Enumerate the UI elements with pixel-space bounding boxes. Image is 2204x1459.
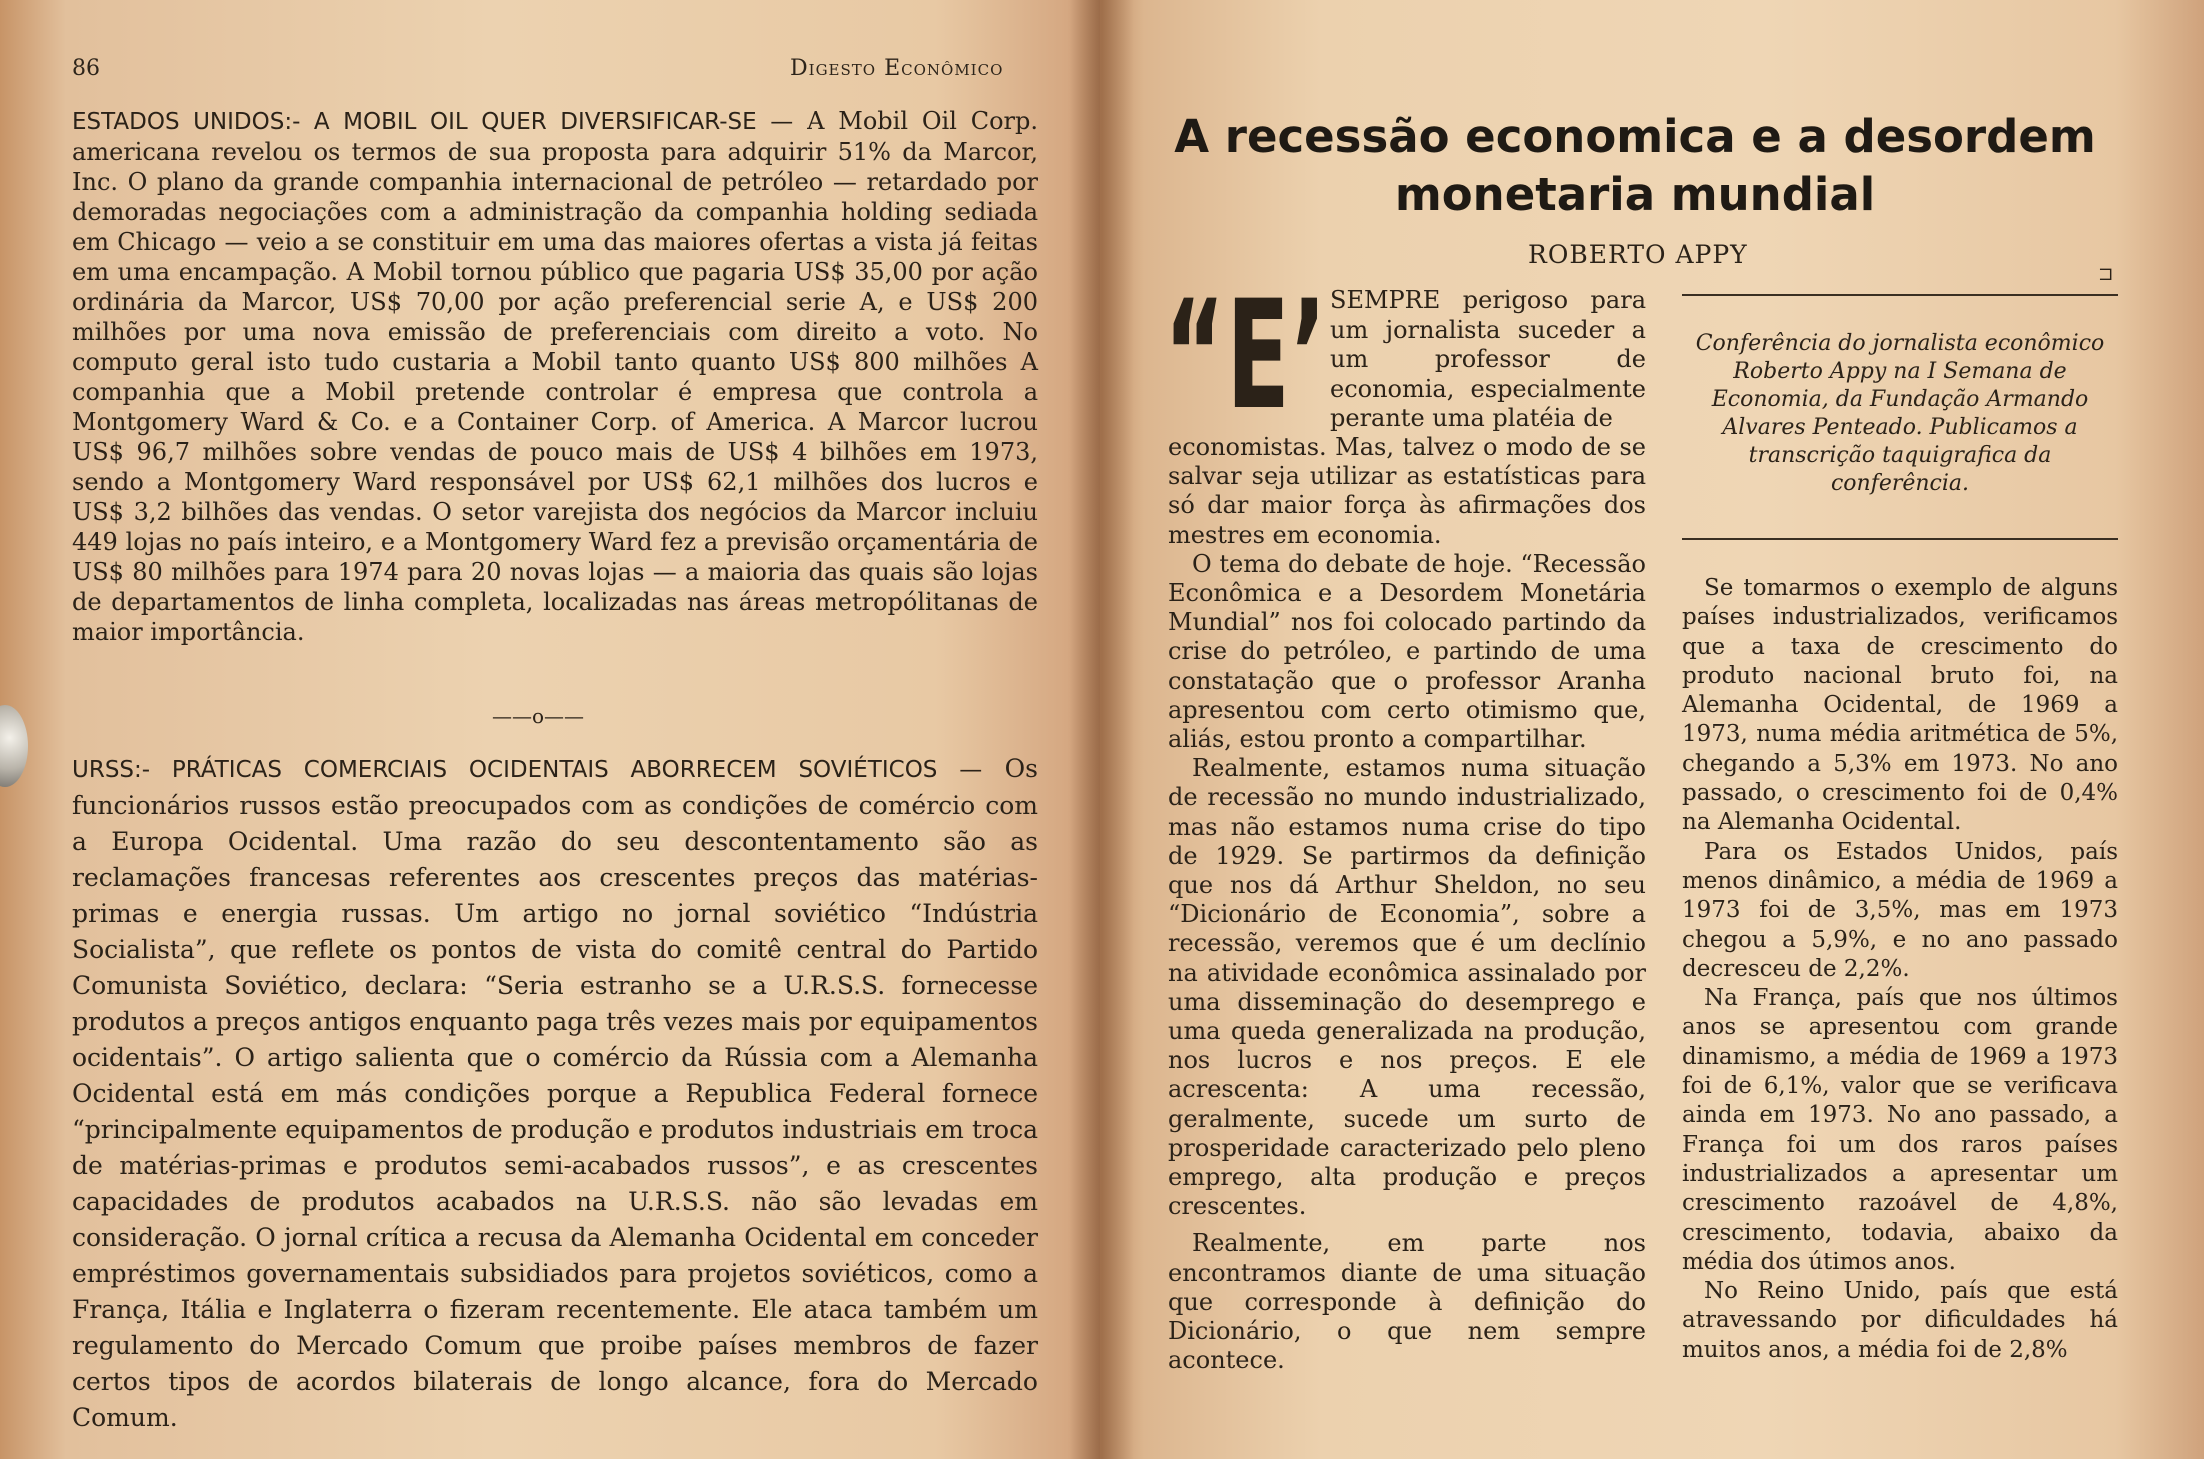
running-head: Digesto Econômico	[790, 56, 1004, 81]
article-title: A recessão economica e a desordem monetaria mundial	[1174, 110, 2096, 221]
article-paragraph: Realmente, em parte nos encontramos diante de uma situação que corresponde à definição do Dicionário, o que nem sempre acontece.	[1168, 1229, 1646, 1375]
news-body: Os funcionários russos estão preocupados com as condições de comércio com a Europa Ocidental. Uma razão do seu descontentamento são as reclamações francesas referentes aos crescentes preços das matérias-primas e energia russas. Um artigo no jornal soviético “Indústria Socialista”, que reflete os pontos de vista do comitê central do Partido Comunista Soviético, declara: “Seria estranho se a U.R.S.S. fornecesse produtos a preços antigos enquanto paga três vezes mais por equipamentos ocidentais”. O artigo salienta que o comércio da Rússia com a Alemanha Ocidental está em más condições porque a Republica Federal fornece “principalmente equipamentos de produção e produtos industriais em troca de matérias-primas e produtos semi-acabados russos”, e as crescentes capacidades de produtos acabados na U.R.S.S. não são levadas em consideração. O jornal crítica a recusa da Alemanha Ocidental em conceder empréstimos governamentais subsidiados para projetos soviéticos, como a França, Itália e Inglaterra o fizeram recentemente. Ele ataca também um regulamento do Mercado Comum que proibe países membros de fazer certos tipos de acordos bilaterais de longo alcance, fora do Mercado Comum.	[72, 754, 1039, 1432]
coin-object	[0, 705, 28, 787]
news-paragraph	[72, 751, 1038, 1436]
article-paragraph: Na França, país que nos últimos anos se apresentou com grande dinamismo, a média de 1969 a 1973 foi de 6,1%, valor que se verificava ainda em 1973. No ano passado, a França foi um dos raros países industrializados a apresentar um crescimento razoável de 4,8%, crescimento, todavia, abaixo da média dos útimos anos.	[1682, 985, 2118, 1275]
news-item-usa	[72, 106, 1038, 647]
drop-cap: “E’	[1164, 269, 1328, 443]
drop-cap-block	[1164, 269, 1328, 443]
article-paragraph: Para os Estados Unidos, país menos dinâmico, a média de 1969 a 1973 foi de 3,5%, mas em 1973 chegou a 5,9%, e no ano passado decresceu de 2,2%.	[1682, 838, 2118, 982]
caption-rule-bottom	[1682, 538, 2118, 540]
article-paragraph: Realmente, estamos numa situação de recessão no mundo industrializado, mas não estamos numa crise do tipo de 1929. Se partirmos da definição que nos dá Arthur Sheldon, no seu “Dicionário de Economia”, sobre a recessão, veremos que é um declínio na atividade econômica assinalado por uma disseminação do desemprego e uma queda generalizada na produção, nos lucros e nos preços. E ele acrescenta: A uma recessão, geralmente, sucede um surto de prosperidade caracterizado pelo pleno emprego, alta produção e preços crescentes.	[1168, 754, 1646, 1221]
book-gutter	[1070, 0, 1134, 1459]
page-number: 86	[72, 56, 100, 81]
article-column-2	[1682, 574, 2118, 1365]
news-item-urss	[72, 751, 1038, 1436]
news-paragraph	[72, 106, 1038, 647]
caption-rule-top	[1682, 294, 2118, 296]
left-page	[0, 0, 1100, 1459]
news-heading: URSS:- PRÁTICAS COMERCIAIS OCIDENTAIS ABORRECEM SOVIÉTICOS —	[72, 757, 983, 783]
article-paragraph: Se tomarmos o exemplo de alguns países industrializados, verificamos que a taxa de crescimento do produto nacional bruto foi, na Alemanha Ocidental, de 1969 a 1973, numa média aritmética de 5%, chegando a 5,3% em 1973. No ano passado, o crescimento foi de 0,4% na Alemanha Ocidental.	[1682, 575, 2118, 836]
article-column-1	[1168, 433, 1646, 1376]
article-caption: Conferência do jornalista econômico Roberto Appy na I Semana de Economia, da Fundação Armando Alvares Penteado. Publicamos a transcrição taquigrafica da conferência.	[1695, 331, 2105, 496]
article-paragraph: economistas. Mas, talvez o modo de se salvar seja utilizar as estatísticas para só dar maior força às afirmações dos mestres em economia.	[1168, 433, 1646, 549]
bookmark-mark: ⊐	[2098, 264, 2114, 285]
article-author: ROBERTO APPY	[1528, 240, 1748, 269]
news-heading: ESTADOS UNIDOS:- A MOBIL OIL QUER DIVERSIFICAR-SE —	[72, 109, 794, 135]
opening-lines: SEMPRE perigoso para um jornalista suceder a um professor de economia, especialmente perante uma platéia de	[1330, 286, 1646, 432]
news-body: A Mobil Oil Corp. americana revelou os termos de sua proposta para adquirir 51% da Marcor, Inc. O plano da grande companhia internacional de petróleo — retardado por demoradas negociações com a administração da companhia holding sediada em Chicago — veio a se constituir em uma das maiores ofertas a vista já feitas em uma encampação. A Mobil tornou público que pagaria US$ 35,00 por ação ordinária da Marcor, US$ 70,00 por ação preferencial serie A, e US$ 200 milhões por uma nova emissão de preferenciais com direito a voto. No computo geral isto tudo custaria a Mobil tanto quanto US$ 800 milhões A companhia que a Mobil pretende controlar é empresa que controla a Montgomery Ward & Co. e a Container Corp. of America. A Marcor lucrou US$ 96,7 milhões sobre vendas de pouco mais de US$ 4 bilhões em 1973, sendo a Montgomery Ward responsável por US$ 62,1 milhões dos lucros e US$ 3,2 bilhões das vendas. O setor varejista dos negócios da Marcor incluiu 449 lojas no país inteiro, e a Montgomery Ward fez a previsão orçamentária de US$ 80 milhões para 1974 para 20 novas lojas — a maioria das quais são lojas de departamentos de linha completa, localizadas nas áreas metropólitanas de maior importância.	[72, 107, 1039, 646]
article-paragraph: No Reino Unido, país que está atravessando por dificuldades há muitos anos, a média foi de 2,8%	[1682, 1278, 2118, 1363]
section-separator: ——o——	[491, 704, 585, 728]
article-paragraph: O tema do debate de hoje. “Recessão Econômica e a Desordem Monetária Mundial” nos foi colocado partindo da crise do petróleo, e partindo de uma constatação que o professor Aranha apresentou com certo otimismo que, aliás, estou pronto a compartilhar.	[1168, 549, 1646, 754]
